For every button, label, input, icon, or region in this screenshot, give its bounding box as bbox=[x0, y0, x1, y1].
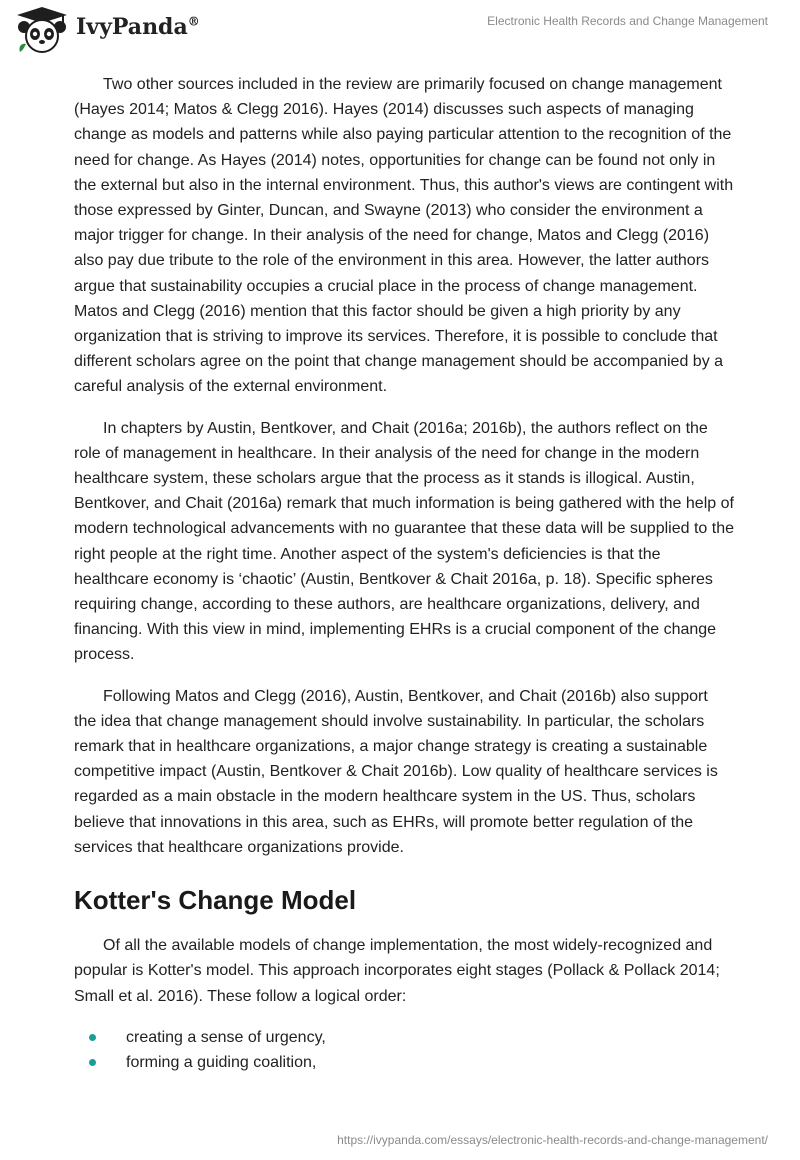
footer-url-link[interactable]: https://ivypanda.com/essays/electronic-health-records-and-change-management/ bbox=[337, 1133, 768, 1147]
list-item-text: creating a sense of urgency, bbox=[126, 1028, 326, 1046]
list-item-text: forming a guiding coalition, bbox=[126, 1053, 317, 1071]
brand-name: IvyPanda® bbox=[76, 14, 200, 40]
stage-list bbox=[74, 1025, 734, 1075]
section-intro-paragraph: Of all the available models of change implementation, the most widely-recognized and popular is Kotter's model. This approach incorporates eight stages (Pollack & Pollack 2014; Small et al. 2016). These follow a logical order: bbox=[74, 937, 720, 1005]
ivypanda-logo[interactable] bbox=[14, 6, 214, 58]
paragraph: Following Matos and Clegg (2016), Austin, Bentkover, and Chait (2016b) also support the idea that change management should involve sustainability. In particular, the scholars remark that in healthcare organizations, a major change strategy is creating a sustainable competitive impact (Austin, Bentkover & Chait 2016b). Low quality of healthcare services is regarded as a main obstacle in the modern healthcare system in the US. Thus, scholars believe that innovations in this area, such as EHRs, will promote better regulation of the services that healthcare organizations provide. bbox=[74, 687, 718, 856]
section-heading: Kotter's Change Model bbox=[74, 885, 357, 916]
page-header bbox=[0, 0, 800, 70]
bullet-icon bbox=[89, 1034, 96, 1041]
essay-body bbox=[74, 72, 734, 1075]
paragraph: In chapters by Austin, Bentkover, and Chait (2016a; 2016b), the authors reflect on the role of management in healthcare. In their analysis of the need for change in the modern healthcare system, these scholars argue that the process as it stands is illogical. Austin, Bentkover, and Chait (2016a) remark that much information is being gathered with the help of modern technological advancements with no guarantee that these data will be supplied to the right people at the right time. Another aspect of the system's deficiencies is that the healthcare economy is ‘chaotic’ (Austin, Bentkover & Chait 2016a, p. 18). Specific spheres requiring change, according to these authors, are healthcare organizations, delivery, and financing. With this view in mind, implementing EHRs is a crucial component of the change process. bbox=[74, 419, 734, 664]
panda-mascot-icon bbox=[14, 6, 70, 54]
document-title: Electronic Health Records and Change Management bbox=[487, 14, 768, 28]
list-item bbox=[74, 1050, 734, 1075]
paragraph: Two other sources included in the review are primarily focused on change management (Hayes 2014; Matos & Clegg 2016). Hayes (2014) discusses such aspects of managing change as models and patterns while also paying particular attention to the recognition of the need for change. As Hayes (2014) notes, opportunities for change can be found not only in the external but also in the internal environment. Thus, this author's views are contingent with those expressed by Ginter, Duncan, and Swayne (2013) who consider the environment a major trigger for change. In their analysis of the need for change, Matos and Clegg (2016) also pay due tribute to the role of the environment in this area. However, the latter authors argue that sustainability occupies a crucial place in the process of change management. Matos and Clegg (2016) mention that this factor should be given a high priority by any organization that is striving to improve its services. Therefore, it is possible to conclude that different scholars agree on the point that change management should be accompanied by a careful analysis of the external environment. bbox=[74, 76, 734, 396]
list-item bbox=[74, 1025, 734, 1050]
bullet-icon bbox=[89, 1059, 96, 1066]
